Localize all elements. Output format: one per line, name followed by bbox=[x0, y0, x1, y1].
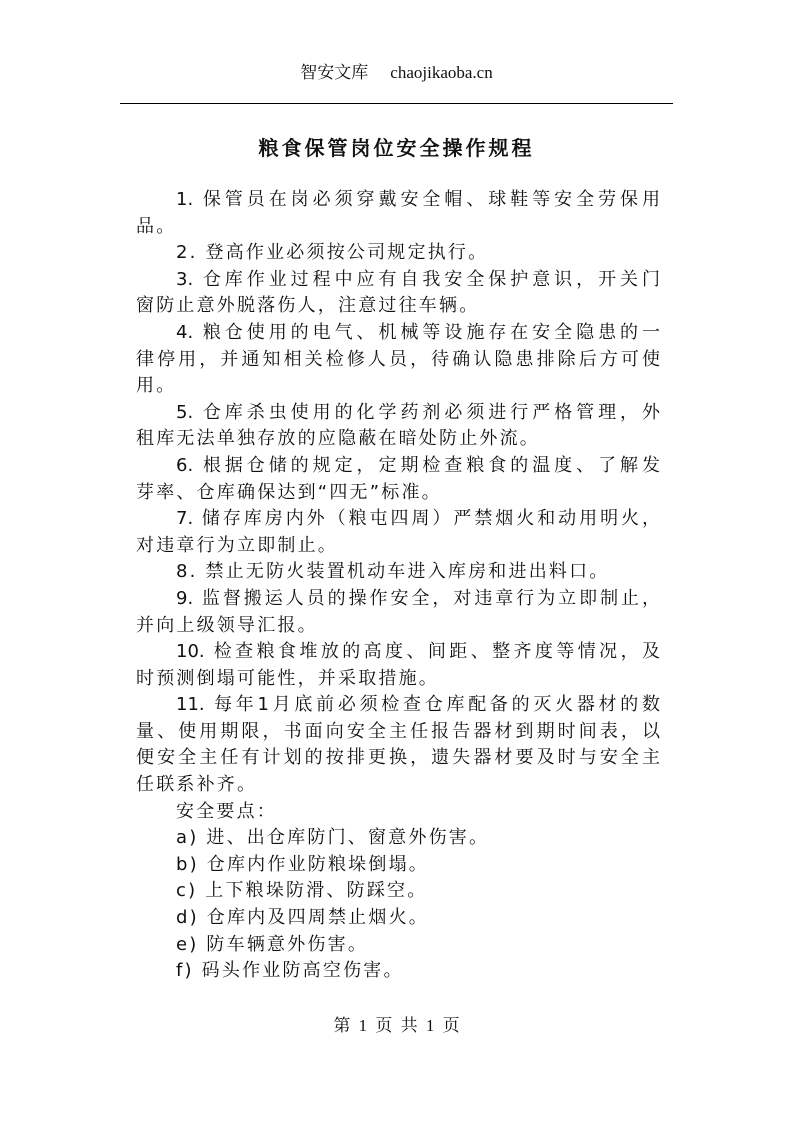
safety-point-item: a) 进、出仓库防门、窗意外伤害。 bbox=[176, 827, 490, 849]
paragraph-line: 并向上级领导汇报。 bbox=[136, 614, 318, 636]
paragraph-line: 11. 每年1月底前必须检查仓库配备的灭火器材的数 bbox=[176, 694, 660, 716]
paragraph-line: 对违章行为立即制止。 bbox=[136, 534, 338, 556]
header-site: chaojikaoba.cn bbox=[390, 63, 493, 82]
paragraph-line: 律停用，并通知相关检修人员，待确认隐患排除后方可使 bbox=[136, 348, 660, 370]
safety-point-item: c) 上下粮垛防滑、防踩空。 bbox=[176, 880, 428, 902]
paragraph-line: 用。 bbox=[136, 375, 177, 397]
safety-point-item: b) 仓库内作业防粮垛倒塌。 bbox=[176, 853, 429, 875]
paragraph-line: 3. 仓库作业过程中应有自我安全保护意识，开关门 bbox=[176, 268, 660, 290]
paragraph-line: 9. 监督搬运人员的操作安全，对违章行为立即制止， bbox=[176, 587, 660, 609]
paragraph-line: 4. 粮仓使用的电气、机械等设施存在安全隐患的一 bbox=[176, 321, 660, 343]
paragraph-line: 任联系补齐。 bbox=[136, 774, 258, 796]
paragraph-line: 量、使用期限，书面向安全主任报告器材到期时间表，以 bbox=[136, 720, 660, 742]
paragraph-line: 便安全主任有计划的按排更换，遗失器材要及时与安全主 bbox=[136, 747, 660, 769]
page-footer: 第 1 页 共 1 页 bbox=[333, 1016, 460, 1035]
document-body bbox=[136, 187, 660, 985]
paragraph-line: 时预测倒塌可能性，并采取措施。 bbox=[136, 667, 439, 689]
paragraph-line: 窗防止意外脱落伤人，注意过往车辆。 bbox=[136, 295, 480, 317]
document-title: 粮食保管岗位安全操作规程 bbox=[258, 136, 535, 160]
safety-points-heading: 安全要点： bbox=[176, 800, 277, 822]
paragraph-line: 芽率、仓库确保达到“四无”标准。 bbox=[136, 481, 442, 503]
header-brand: 智安文库 bbox=[300, 63, 369, 82]
paragraph-line: 8. 禁止无防火装置机动车进入库房和进出料口。 bbox=[176, 561, 610, 583]
safety-point-item: d) 仓库内及四周禁止烟火。 bbox=[176, 907, 429, 929]
paragraph-line: 10. 检查粮食堆放的高度、间距、整齐度等情况，及 bbox=[176, 641, 660, 663]
safety-point-item: e) 防车辆意外伤害。 bbox=[176, 933, 369, 955]
paragraph-line: 1. 保管员在岗必须穿戴安全帽、球鞋等安全劳保用 bbox=[176, 189, 660, 210]
paragraph-line: 6. 根据仓储的规定，定期检查粮食的温度、了解发 bbox=[176, 454, 660, 476]
paragraph-line: 2. 登高作业必须按公司规定执行。 bbox=[176, 242, 489, 264]
paragraph-line: 7. 储存库房内外（粮屯四周）严禁烟火和动用明火， bbox=[176, 508, 660, 530]
paragraph-line: 5. 仓库杀虫使用的化学药剂必须进行严格管理，外 bbox=[176, 401, 660, 423]
safety-point-item: f) 码头作业防高空伤害。 bbox=[176, 960, 404, 982]
page-header bbox=[0, 58, 793, 83]
paragraph-line: 租库无法单独存放的应隐蔽在暗处防止外流。 bbox=[136, 428, 540, 450]
paragraph-line: 品。 bbox=[136, 215, 177, 237]
header-divider bbox=[120, 103, 673, 104]
